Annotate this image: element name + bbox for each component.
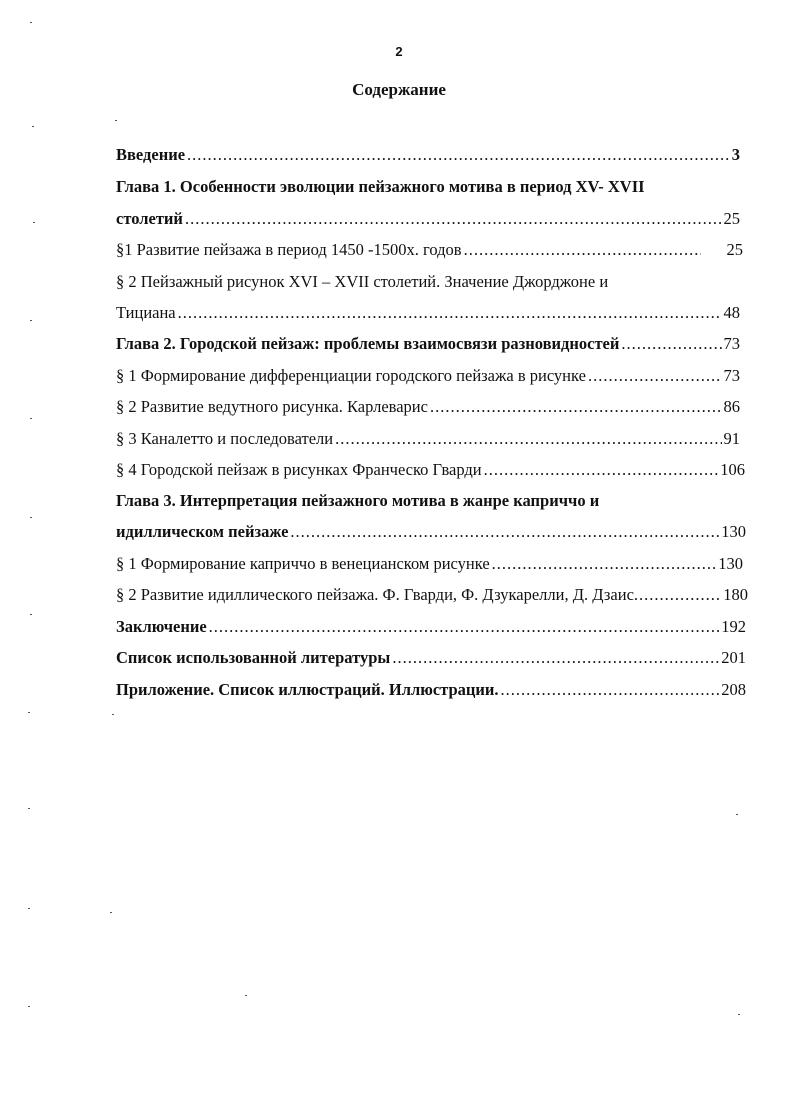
toc-entry-label: Список использованной литературы	[116, 648, 391, 667]
scan-speck	[115, 120, 117, 121]
scan-speck	[28, 1006, 30, 1007]
toc-entry	[116, 585, 748, 605]
toc-entry	[116, 272, 740, 292]
toc-leader-dots	[430, 397, 722, 417]
toc-entry-page: 180	[723, 585, 748, 604]
scan-speck	[30, 517, 32, 518]
toc-entry	[116, 177, 740, 197]
toc-entry-page: 201	[721, 648, 746, 667]
toc-entry-label: Глава 2. Городской пейзаж: проблемы взаимосвязи разновидностей	[116, 334, 620, 353]
scan-speck	[28, 908, 30, 909]
toc-leader-dots	[484, 460, 719, 480]
toc-entry-label: § 2 Развитие идиллического пейзажа. Ф. Гварди, Ф. Дзукарелли, Д. Дзаис.	[116, 585, 639, 604]
scan-speck	[110, 912, 112, 913]
toc-entry	[116, 429, 740, 449]
toc-entry-page: 48	[723, 303, 740, 322]
toc-heading: Содержание	[352, 80, 446, 99]
scan-speck	[245, 995, 247, 996]
toc-entry-label: § 2 Пейзажный рисунок XVI – XVII столетий. Значение Джорджоне и	[116, 272, 609, 291]
toc-entry-page: 73	[723, 366, 740, 385]
toc-entry	[116, 617, 746, 637]
toc-leader-dots	[588, 366, 722, 386]
scan-speck	[32, 126, 34, 127]
toc-entry	[116, 554, 743, 574]
toc-entry-page: 208	[721, 680, 746, 699]
toc-entry	[116, 522, 746, 542]
scan-speck	[30, 320, 32, 321]
scan-speck	[28, 808, 30, 809]
toc-entry-label: § 2 Развитие ведутного рисунка. Карлеварис	[116, 397, 428, 416]
scan-speck	[112, 714, 114, 715]
toc-entry-label: § 1 Формирование каприччо в венецианском рисунке	[116, 554, 490, 573]
toc-entry-label: § 1 Формирование дифференциации городского пейзажа в рисунке	[116, 366, 586, 385]
toc-entry-label: § 4 Городской пейзаж в рисунках Франческо Гварди	[116, 460, 482, 479]
toc-leader-dots	[209, 617, 720, 637]
toc-entry-label: идиллическом пейзаже	[116, 522, 289, 541]
toc-entry	[116, 366, 740, 386]
scan-speck	[30, 22, 32, 23]
toc-leader-dots	[185, 209, 722, 229]
toc-leader-dots	[639, 585, 722, 605]
toc-leader-dots	[621, 334, 721, 354]
toc-entry	[116, 240, 743, 260]
toc-entry-label: § 3 Каналетто и последователи	[116, 429, 334, 448]
toc-entry-label: Глава 3. Интерпретация пейзажного мотива в жанре каприччо и	[116, 491, 600, 510]
scan-speck	[33, 222, 35, 223]
toc-entry-label: Тициана	[116, 303, 176, 322]
toc-entry	[116, 209, 740, 229]
toc-leader-dots	[335, 429, 721, 449]
toc-entry	[116, 648, 746, 668]
scan-speck	[28, 712, 30, 713]
toc-leader-dots	[492, 554, 717, 574]
scan-speck	[736, 814, 738, 815]
toc-entry-page: 73	[723, 334, 740, 353]
toc-entry-page: 3	[731, 145, 740, 164]
toc-entry	[116, 303, 740, 323]
toc-entry-label: §1 Развитие пейзажа в период 1450 -1500х. годов	[116, 240, 462, 259]
toc-entry	[116, 145, 740, 165]
toc-entry-page: 25	[726, 240, 743, 259]
page-number: 2	[395, 44, 403, 59]
toc-entry-page: 86	[723, 397, 740, 416]
toc-entry-label: Приложение. Список иллюстраций. Иллюстрации.	[116, 680, 499, 699]
toc-entry-label: Глава 1. Особенности эволюции пейзажного мотива в период XV- XVII	[116, 177, 645, 196]
toc-entry	[116, 397, 740, 417]
toc-entry-page: 130	[718, 554, 743, 573]
toc-entry-page: 130	[721, 522, 746, 541]
toc-leader-dots	[392, 648, 719, 668]
toc-entry	[116, 491, 740, 511]
scan-speck	[30, 418, 32, 419]
toc-entry-label: Введение	[116, 145, 186, 164]
toc-leader-dots	[464, 240, 701, 260]
toc-entry	[116, 460, 745, 480]
toc-entry	[116, 680, 746, 700]
toc-leader-dots	[290, 522, 719, 542]
toc-leader-dots	[501, 680, 720, 700]
toc-entry-page: 106	[720, 460, 745, 479]
toc-entry-page: 91	[723, 429, 740, 448]
toc-entry	[116, 334, 740, 354]
toc-leader-dots	[187, 145, 730, 165]
scan-speck	[30, 614, 32, 615]
toc-entry-page: 192	[721, 617, 746, 636]
scan-speck	[738, 1014, 740, 1015]
toc-entry-label: Заключение	[116, 617, 207, 636]
toc-entry-page: 25	[723, 209, 740, 228]
toc-entry-label: столетий	[116, 209, 183, 228]
toc-leader-dots	[178, 303, 722, 323]
